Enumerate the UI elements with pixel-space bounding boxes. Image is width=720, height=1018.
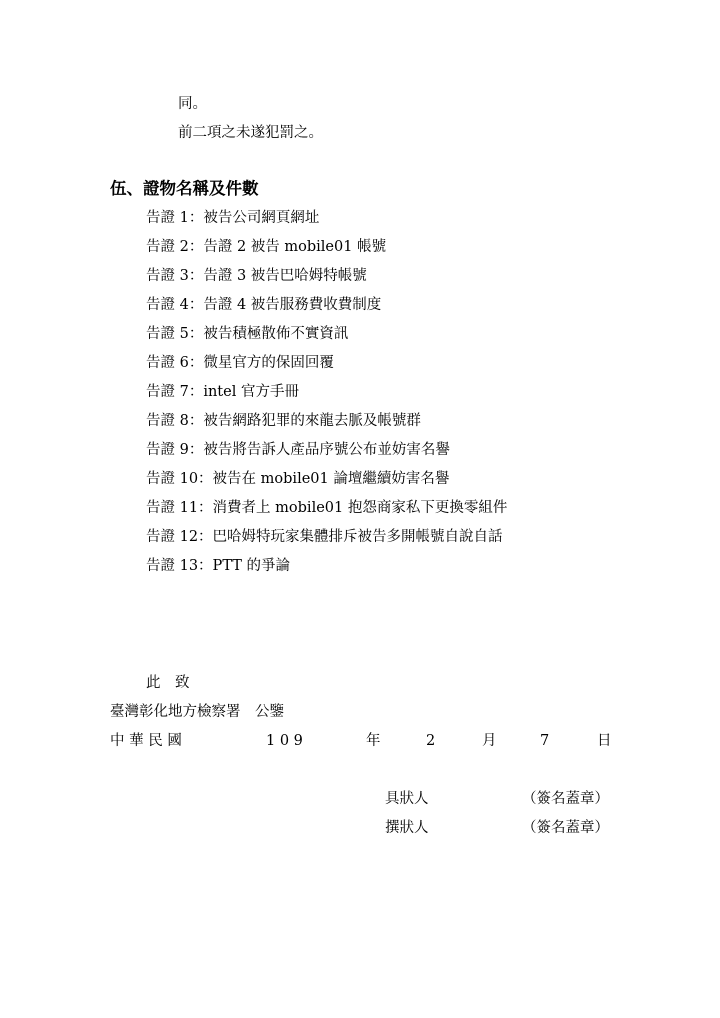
evidence-item-1: 告證 1：被告公司網頁網址 — [146, 210, 320, 226]
evidence-item-2: 告證 2：告證 2 被告 mobile01 帳號 — [146, 239, 387, 255]
signature-role-1: 具狀人 — [385, 791, 429, 807]
evidence-item-4: 告證 4：告證 4 被告服務費收費制度 — [146, 297, 382, 313]
evidence-item-11: 告證 11：消費者上 mobile01 抱怨商家私下更換零組件 — [146, 500, 508, 516]
signature-mark-2: （簽名蓋章） — [522, 820, 609, 836]
salutation: 此 致 — [146, 675, 190, 691]
date-day: 7 — [540, 733, 550, 749]
paragraph-line-2: 前二項之未遂犯罰之。 — [178, 125, 323, 141]
evidence-item-12: 告證 12：巴哈姆特玩家集體排斥被告多開帳號自說自話 — [146, 529, 503, 545]
date-year-unit: 年 — [366, 733, 381, 749]
date-year: 1 0 9 — [266, 733, 303, 749]
signature-mark-1: （簽名蓋章） — [522, 791, 609, 807]
evidence-item-8: 告證 8：被告網路犯罪的來龍去脈及帳號群 — [146, 413, 421, 429]
date-day-unit: 日 — [597, 733, 612, 749]
date-month-unit: 月 — [482, 733, 497, 749]
date-month: 2 — [426, 733, 436, 749]
evidence-item-3: 告證 3：告證 3 被告巴哈姆特帳號 — [146, 268, 367, 284]
paragraph-line-1: 同。 — [178, 96, 207, 112]
signature-role-2: 撰狀人 — [385, 820, 429, 836]
evidence-item-10: 告證 10：被告在 mobile01 論壇繼續妨害名譽 — [146, 471, 450, 487]
evidence-item-6: 告證 6：微星官方的保固回覆 — [146, 355, 334, 371]
section-heading: 伍、證物名稱及件數 — [110, 179, 259, 198]
evidence-item-7: 告證 7：intel 官方手冊 — [146, 384, 299, 400]
evidence-item-5: 告證 5：被告積極散佈不實資訊 — [146, 326, 349, 342]
recipient: 臺灣彰化地方檢察署 公鑒 — [110, 704, 284, 720]
date-era: 中 華 民 國 — [110, 733, 182, 749]
evidence-item-9: 告證 9：被告將告訴人產品序號公布並妨害名譽 — [146, 442, 450, 458]
evidence-item-13: 告證 13：PTT 的爭論 — [146, 558, 291, 574]
